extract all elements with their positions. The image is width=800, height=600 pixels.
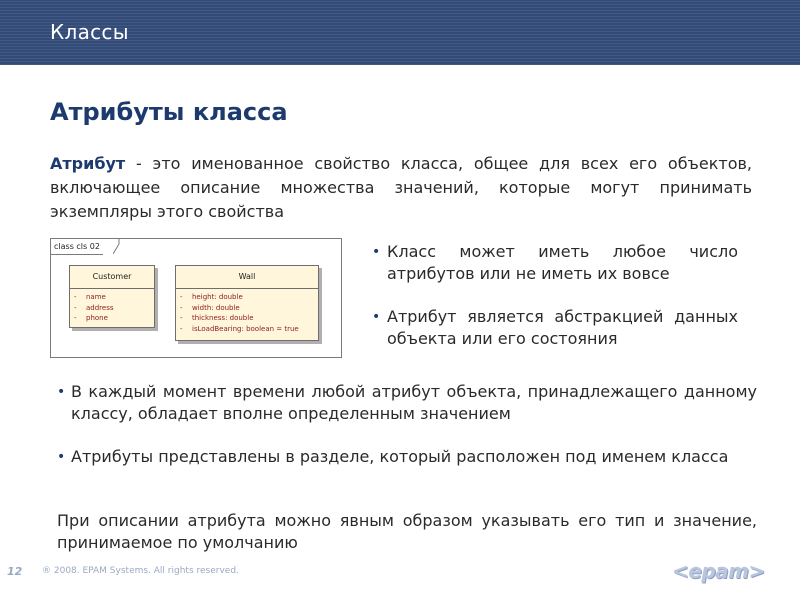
uml-attribute: - isLoadBearing: boolean = true (180, 324, 299, 333)
copyright-text: ® 2008. EPAM Systems. All rights reserved. (42, 566, 239, 576)
uml-attribute: - width: double (180, 303, 240, 312)
definition-text: - это именованное свойство класса, общее для всех его объектов, включающее описание множества значений, которые могут принимать экземпляры этого свойства (50, 154, 752, 221)
definition-paragraph (50, 152, 752, 224)
list-item: • Атрибут является абстракцией данных объекта или его состояния (372, 307, 738, 348)
bullet-icon: • (372, 244, 381, 260)
epam-logo-text: <epam> (672, 559, 765, 583)
definition-term: Атрибут (50, 154, 126, 173)
page-number: 12 (7, 565, 23, 578)
uml-attribute: - phone (74, 314, 108, 322)
uml-class-wall (175, 265, 319, 341)
epam-logo (672, 558, 765, 584)
uml-class-customer (69, 265, 155, 328)
side-bullet-list (372, 241, 738, 371)
uml-attribute: - thickness: double (180, 314, 254, 322)
uml-attribute: - address (74, 303, 114, 312)
uml-class-name: Wall (176, 266, 318, 289)
uml-class-diagram (50, 238, 342, 358)
uml-attribute: - height: double (180, 293, 243, 301)
bullet-icon: • (57, 384, 66, 400)
diagram-frame-corner (113, 239, 121, 254)
list-item: • В каждый момент времени любой атрибут объекта, принадлежащего данному классу, обладает вполне определенным значением (57, 382, 757, 423)
uml-attribute-list (176, 289, 318, 334)
list-item: • Класс может иметь любое число атрибутов или не иметь их вовсе (372, 242, 738, 283)
diagram-frame-label: class cls 02 (51, 239, 103, 255)
slide-heading: Атрибуты класса (50, 98, 288, 126)
section-title: Классы (50, 20, 129, 44)
closing-note: При описании атрибута можно явным образом указывать его тип и значение, принимаемое по умолчанию (57, 511, 757, 552)
uml-class-name: Customer (70, 266, 154, 289)
main-bullet-list (57, 381, 757, 489)
list-item: • Атрибуты представлены в разделе, который расположен под именем класса (57, 447, 729, 466)
bullet-icon: • (57, 449, 66, 465)
uml-attribute-list (70, 289, 154, 324)
bullet-icon: • (372, 309, 381, 325)
slide-header (0, 0, 800, 65)
uml-attribute: - name (74, 293, 106, 301)
